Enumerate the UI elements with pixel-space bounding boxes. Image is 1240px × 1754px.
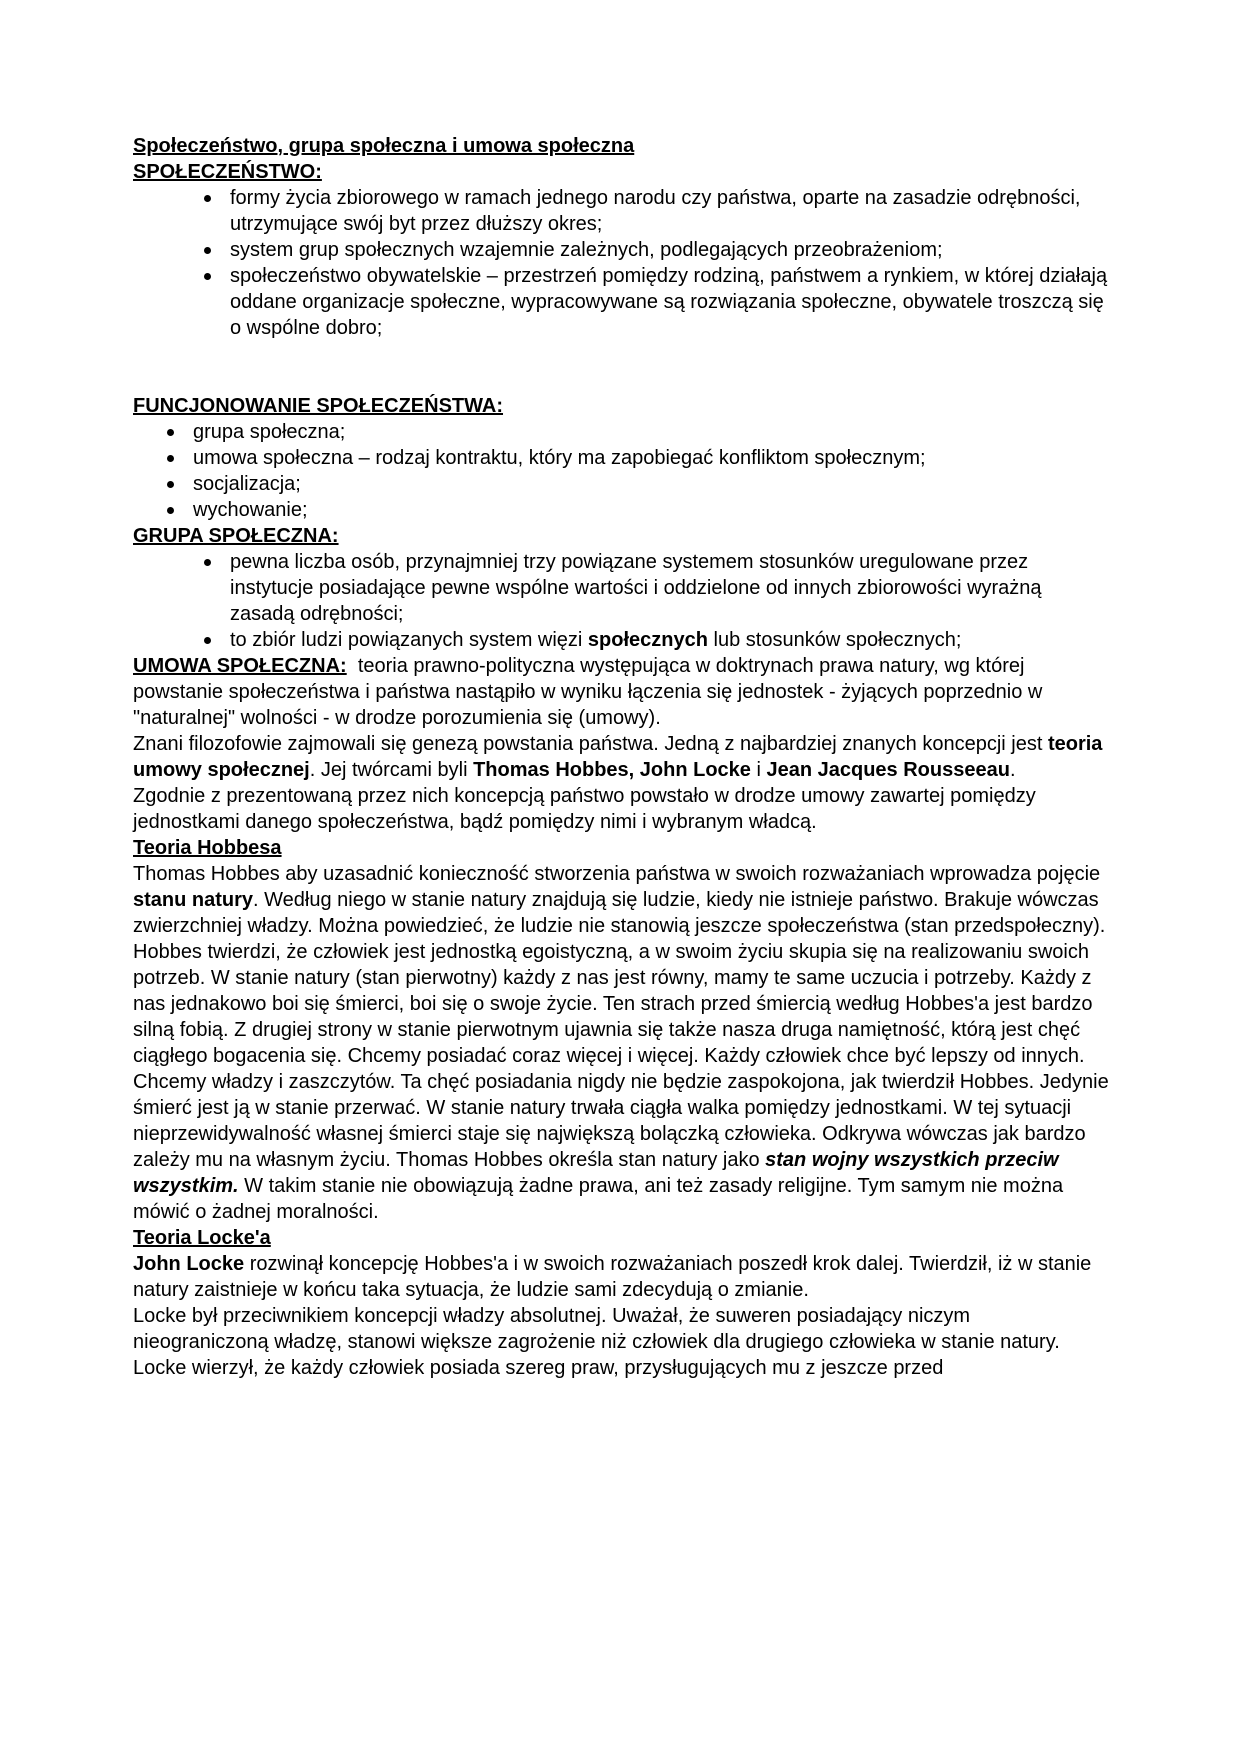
list-item (133, 185, 1109, 237)
text-segment: grupa społeczna; (193, 421, 346, 443)
text-segment: i (750, 759, 767, 781)
list-item-text (230, 263, 1113, 341)
text-segment: . (1009, 759, 1016, 781)
bullet-icon (166, 419, 193, 445)
section-heading (133, 1225, 1109, 1251)
document-content (133, 133, 1115, 1381)
text-segment: teoria umowy społecznej (133, 733, 1108, 781)
section-heading (133, 159, 1109, 185)
heading-text: GRUPA SPOŁECZNA: (133, 525, 339, 547)
text-segment: teoria prawno-polityczna występująca w doktrynach prawa natury, wg której powstanie społeczeństwa i państwa nastąpiło w wyniku łączenia się jednostek - żyjących poprzednio w "naturalnej" wolności - w drodze porozumienia się (umowy). (133, 655, 1048, 729)
text-segment: stanu natury (133, 889, 254, 911)
text-segment: socjalizacja; (193, 473, 301, 495)
bullet-list (133, 185, 1113, 341)
list-item-text (230, 549, 1109, 627)
bullet-list (133, 549, 1109, 653)
heading-text: Społeczeństwo, grupa społeczna i umowa społeczna (133, 135, 635, 157)
list-item (133, 419, 1109, 445)
bullet-icon (203, 263, 230, 289)
list-item (133, 471, 1109, 497)
bullet-icon (166, 471, 193, 497)
text-segment: Znani filozofowie zajmowali się genezą powstania państwa. Jedną z najbardziej znanych koncepcji jest (133, 733, 1048, 755)
list-item-text (193, 471, 1109, 497)
text-segment: wychowanie; (193, 499, 308, 521)
heading-text: SPOŁECZEŃSTWO: (133, 161, 322, 183)
text-segment: UMOWA SPOŁECZNA: (133, 655, 347, 677)
list-item-text (193, 445, 1109, 471)
text-segment: formy życia zbiorowego w ramach jednego narodu czy państwa, oparte na zasadzie odrębności, utrzymujące swój byt przez dłuższy okres; (230, 187, 1087, 235)
text-segment: . Według niego w stanie natury znajdują się ludzie, kiedy nie istnieje państwo. Brakuje wówczas zwierzchniej władzy. Można powiedzieć, że ludzie nie stanowią jeszcze społeczeństwa (stan przedspołeczny). Hobbes twierdzi, że człowiek jest jednostką egoistyczną, a w swoim życiu skupia się na realizowaniu swoich potrzeb. W stanie natury (stan pierwotny) każdy z nas jest równy, mamy te same uczucia i potrzeby. Każdy z nas jednakowo boi się śmierci, boi się o swoje życie. Ten strach przed śmiercią według Hobbes'a jest bardzo silną fobią. Z drugiej strony w stanie pierwotnym ujawnia się także nasza druga namiętność, którą jest chęć ciągłego bogacenia się. Chcemy posiadać coraz więcej i więcej. Każdy człowiek chce być lepszy od innych. Chcemy władzy i zaszczytów. Ta chęć posiadania nigdy nie będzie zaspokojona, jak twierdził Hobbes. Jedynie śmierć jest ją w stanie przerwać. W stanie natury trwała ciągła walka pomiędzy jednostkami. W tej sytuacji nieprzewidywalność własnej śmierci staje się największą bolączką człowieka. Odkrywa wówczas jak bardzo zależy mu na własnym życiu. Thomas Hobbes określa stan natury jako (133, 889, 1115, 1171)
text-segment: pewna liczba osób, przynajmniej trzy powiązane systemem stosunków uregulowane przez instytucje posiadające pewne wspólne wartości i oddzielone od innych zbiorowości wyrażną zasadą odrębności; (230, 551, 1048, 625)
bullet-list (133, 419, 1109, 523)
text-segment: społecznych (587, 629, 708, 651)
heading-text: FUNCJONOWANIE SPOŁECZEŃSTWA: (133, 395, 504, 417)
text-segment: John Locke (133, 1253, 245, 1275)
list-item (133, 627, 1109, 653)
list-item (133, 237, 1109, 263)
section-heading (133, 835, 1109, 861)
text-segment: Thomas Hobbes aby uzasadnić konieczność stworzenia państwa w swoich rozważaniach wprowadza pojęcie (133, 863, 1106, 885)
list-item (133, 549, 1109, 627)
list-item-text (230, 237, 1109, 263)
text-segment: . Jej twórcami byli (309, 759, 474, 781)
paragraph (133, 783, 1109, 835)
text-segment: to zbiór ludzi powiązanych system więzi (230, 629, 588, 651)
list-item (133, 445, 1109, 471)
bullet-icon (203, 549, 230, 575)
text-segment: system grup społecznych wzajemnie zależnych, podlegających przeobrażeniom; (230, 239, 943, 261)
text-segment: umowa społeczna – rodzaj kontraktu, który ma zapobiegać konfliktom społecznym; (193, 447, 926, 469)
bullet-icon (203, 627, 230, 653)
text-segment: Jean Jacques Rousseeau (766, 759, 1010, 781)
paragraph (133, 1251, 1109, 1303)
text-segment: Thomas Hobbes, John Locke (473, 759, 751, 781)
list-item-text (193, 497, 1109, 523)
text-segment: lub stosunków społecznych; (707, 629, 962, 651)
section-heading (133, 393, 1109, 419)
text-segment: Locke był przeciwnikiem koncepcji władzy absolutnej. Uważał, że suweren posiadający niczym nieograniczoną władzę, stanowi większe zagrożenie niż człowiek dla drugiego człowieka w stanie natury. Locke wierzył, że każdy człowiek posiada szereg praw, przysługujących mu z jeszcze przed (133, 1305, 1066, 1379)
spacer (133, 341, 1109, 393)
bullet-icon (203, 185, 230, 211)
list-item-text (230, 627, 1109, 653)
section-heading (133, 523, 1109, 549)
paragraph (133, 653, 1109, 731)
paragraph (133, 731, 1109, 783)
list-item-text (230, 185, 1109, 237)
list-item (133, 263, 1113, 341)
list-item (133, 497, 1109, 523)
paragraph (133, 861, 1115, 1225)
paragraph (133, 1303, 1109, 1381)
bullet-icon (203, 237, 230, 263)
heading-text: Teoria Locke'a (133, 1227, 271, 1249)
text-segment: społeczeństwo obywatelskie – przestrzeń pomiędzy rodziną, państwem a rynkiem, w której działają oddane organizacje społeczne, wypracowywane są rozwiązania społeczne, obywatele troszczą się o wspólne dobro; (230, 265, 1113, 339)
bullet-icon (166, 445, 193, 471)
text-segment: rozwinął koncepcję Hobbes'a i w swoich rozważaniach poszedł krok dalej. Twierdził, iż w stanie natury zaistnieje w końcu taka sytuacja, że ludzie sami zdecydują o zmianie. (133, 1253, 1097, 1301)
text-segment: Zgodnie z prezentowaną przez nich koncepcją państwo powstało w drodze umowy zawartej pomiędzy jednostkami danego społeczeństwa, bądź pomiędzy nimi i wybranym władcą. (133, 785, 1042, 833)
section-heading (133, 133, 1109, 159)
text-segment: stan wojny wszystkich przeciw wszystkim. (133, 1149, 1065, 1197)
text-segment: W takim stanie nie obowiązują żadne prawa, ani też zasady religijne. Tym samym nie można mówić o żadnej moralności. (133, 1175, 1069, 1223)
heading-text: Teoria Hobbesa (133, 837, 282, 859)
list-item-text (193, 419, 1109, 445)
bullet-icon (166, 497, 193, 523)
